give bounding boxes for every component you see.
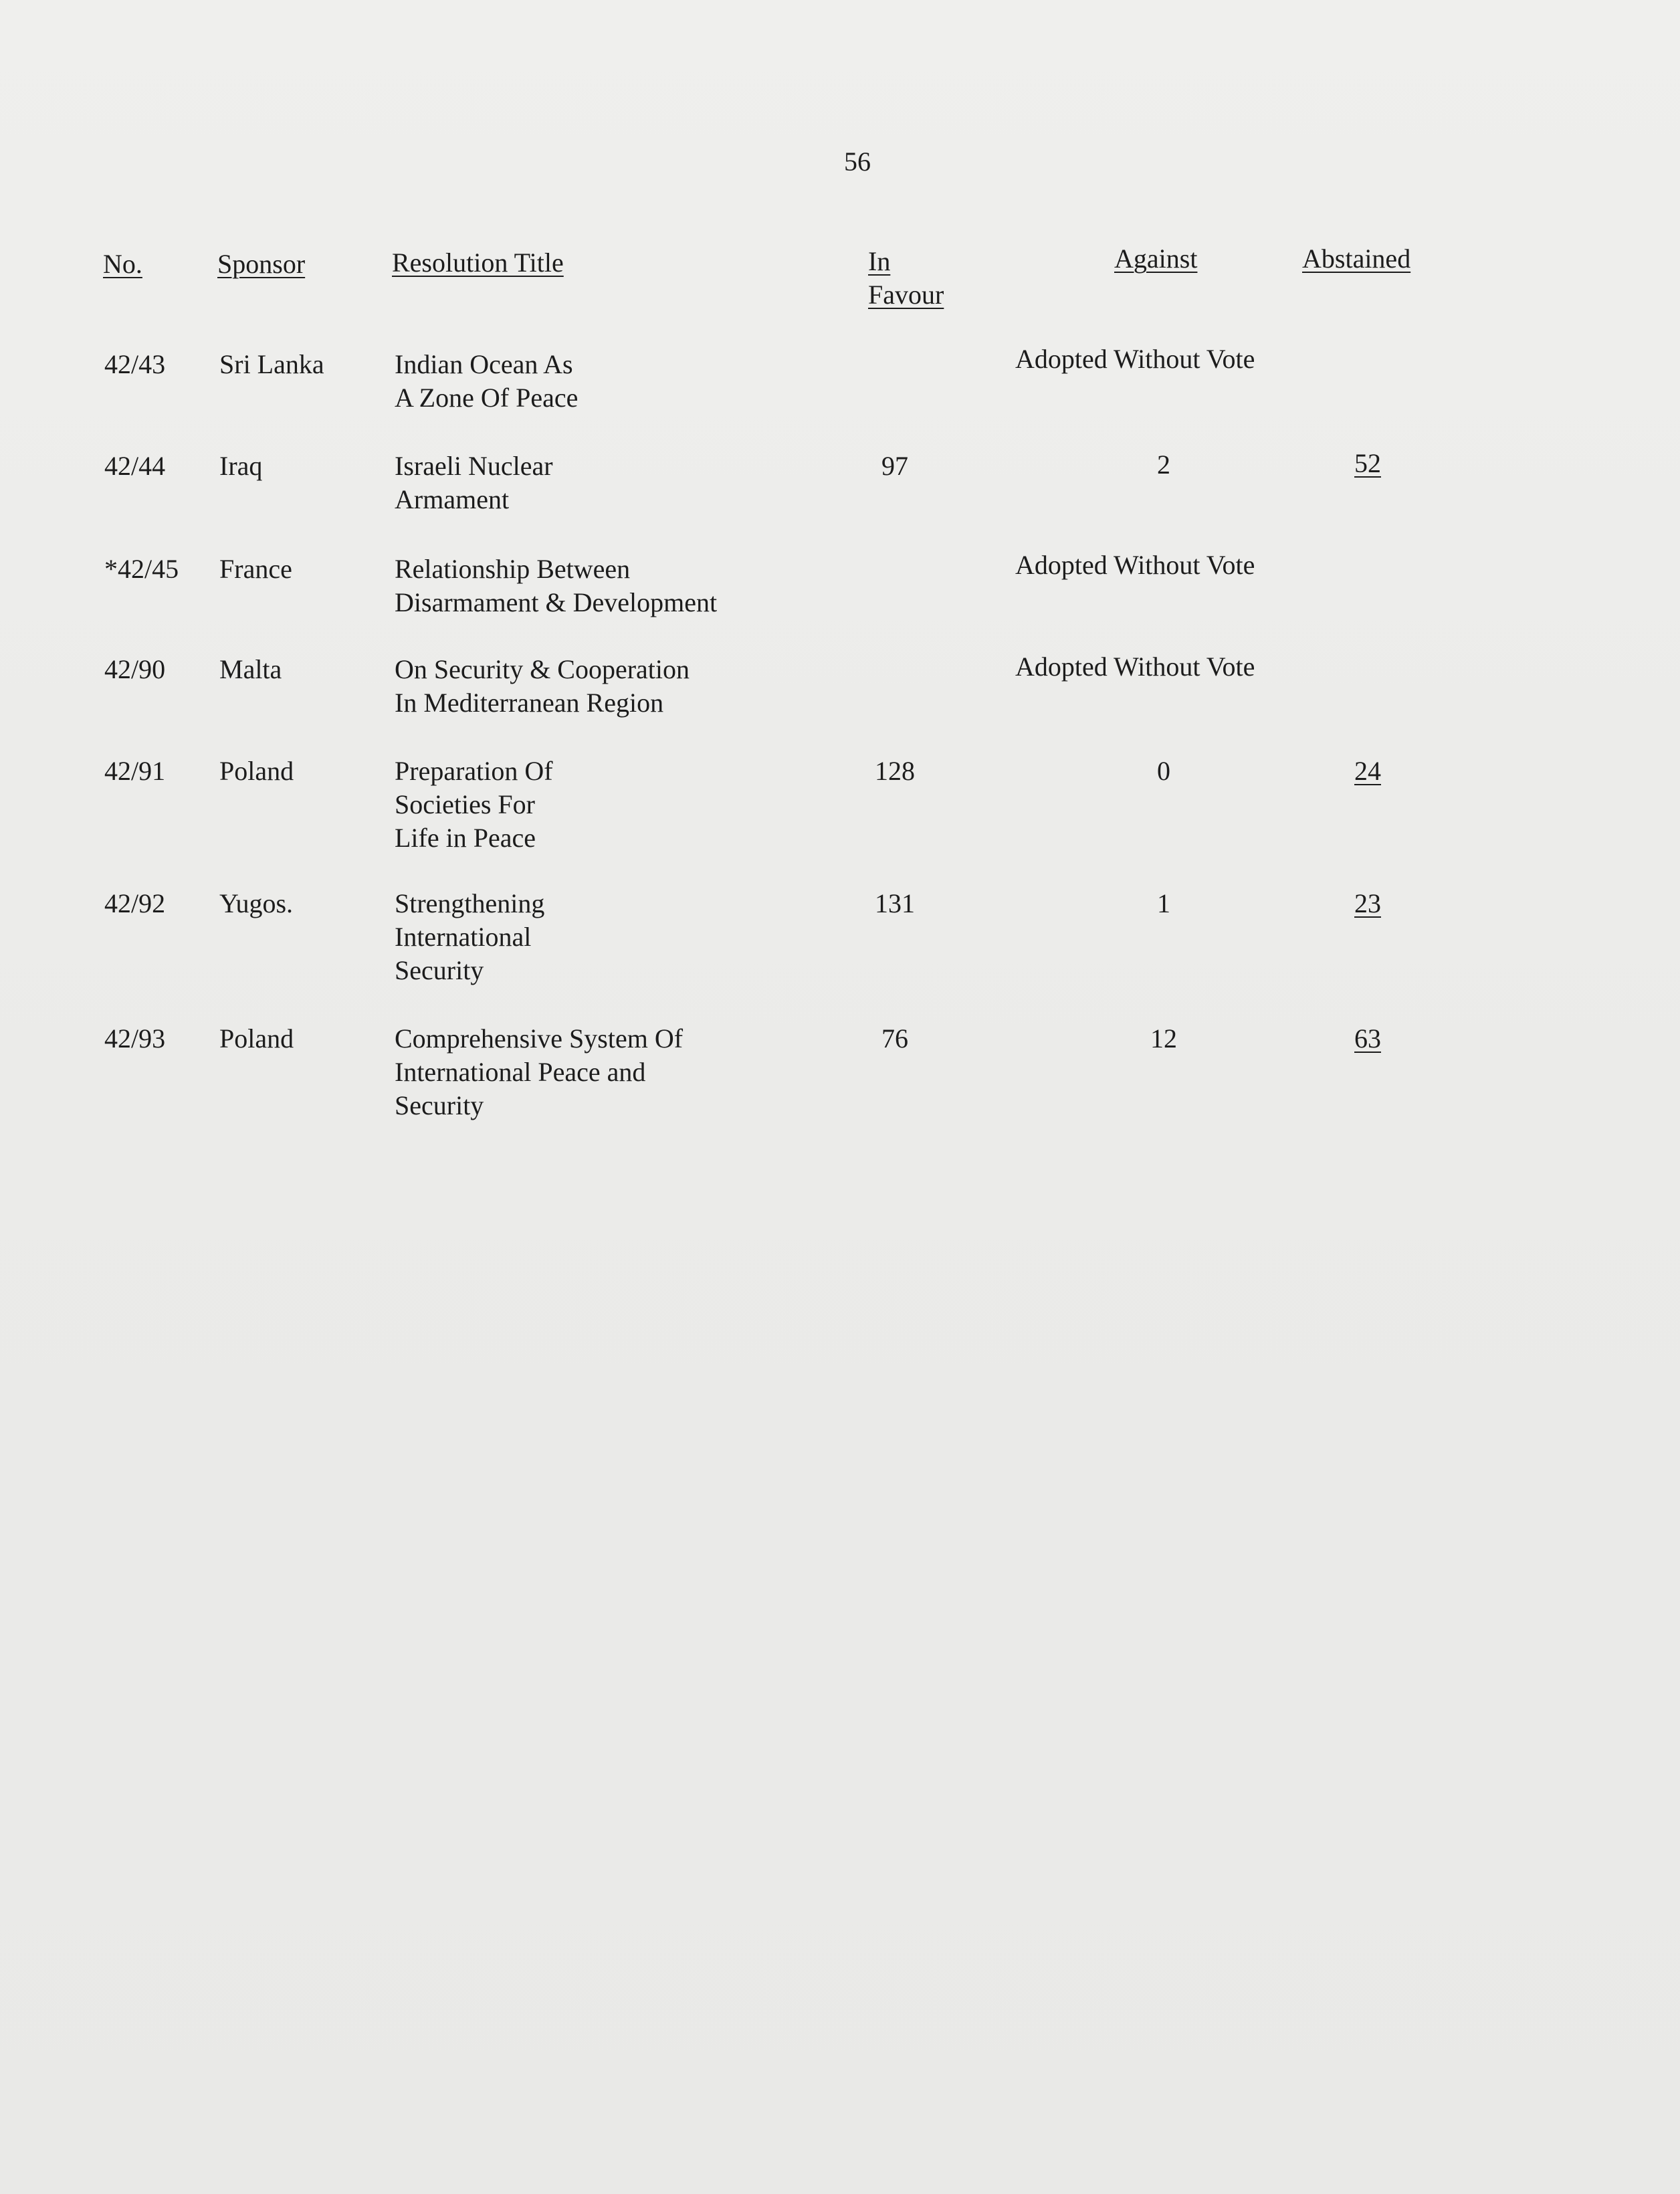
header-in-favour-line2: Favour [868, 280, 944, 310]
row-title [395, 553, 809, 619]
row-no: 42/90 [104, 654, 166, 684]
row-title-line: International Peace and [395, 1057, 646, 1087]
row-no: *42/45 [104, 554, 179, 584]
row-title [395, 887, 809, 987]
row-title-line: In Mediterranean Region [395, 688, 664, 718]
row-abstained: 23 [1354, 888, 1381, 918]
row-title-line: Strengthening [395, 888, 545, 918]
row-sponsor: Malta [219, 654, 282, 684]
header-no: No. [103, 249, 142, 279]
row-abstained: 63 [1354, 1023, 1381, 1054]
row-title-line: Relationship Between [395, 554, 631, 584]
row-against: 2 [1157, 450, 1170, 480]
row-title [395, 653, 809, 720]
row-title-line: International [395, 922, 532, 952]
header-resolution-title: Resolution Title [392, 247, 564, 278]
row-title-line: Security [395, 955, 484, 985]
row-adopted-without-vote: Adopted Without Vote [1015, 344, 1255, 374]
row-title [395, 348, 809, 415]
row-sponsor: Sri Lanka [219, 349, 324, 379]
row-title-line: Armament [395, 484, 510, 514]
row-no: 42/92 [104, 888, 166, 918]
row-sponsor: Poland [219, 756, 294, 786]
row-no: 42/93 [104, 1023, 166, 1054]
row-sponsor: Iraq [219, 451, 263, 481]
header-against: Against [1114, 243, 1198, 274]
row-abstained: 24 [1354, 756, 1381, 786]
header-in-favour [868, 245, 988, 312]
row-against: 1 [1157, 888, 1170, 918]
row-in-favour: 97 [881, 451, 908, 481]
header-in-favour-line1: In [868, 246, 891, 276]
row-sponsor: Poland [219, 1023, 294, 1054]
row-title-line: Security [395, 1090, 484, 1120]
header-sponsor: Sponsor [217, 249, 306, 279]
row-no: 42/44 [104, 451, 166, 481]
row-in-favour: 131 [875, 888, 915, 918]
row-in-favour: 128 [875, 756, 915, 786]
row-against: 12 [1150, 1023, 1177, 1054]
row-sponsor: Yugos. [219, 888, 294, 918]
row-title-line: Life in Peace [395, 823, 536, 853]
row-abstained: 52 [1354, 448, 1381, 478]
row-title-line: Preparation Of [395, 756, 553, 786]
row-title-line: Indian Ocean As [395, 349, 573, 379]
row-title [395, 450, 809, 516]
row-title-line: A Zone Of Peace [395, 383, 579, 413]
row-title-line: Israeli Nuclear [395, 451, 553, 481]
page-number: 56 [844, 146, 871, 177]
row-adopted-without-vote: Adopted Without Vote [1015, 652, 1255, 682]
row-no: 42/43 [104, 349, 166, 379]
row-title [395, 1022, 809, 1122]
row-sponsor: France [219, 554, 292, 584]
row-in-favour: 76 [881, 1023, 908, 1054]
row-title-line: Disarmament & Development [395, 587, 718, 617]
row-title [395, 755, 809, 855]
header-abstained: Abstained [1302, 243, 1411, 274]
row-against: 0 [1157, 756, 1170, 786]
row-title-line: Comprehensive System Of [395, 1023, 684, 1054]
row-title-line: Societies For [395, 789, 535, 819]
row-title-line: On Security & Cooperation [395, 654, 690, 684]
row-no: 42/91 [104, 756, 166, 786]
row-adopted-without-vote: Adopted Without Vote [1015, 550, 1255, 580]
